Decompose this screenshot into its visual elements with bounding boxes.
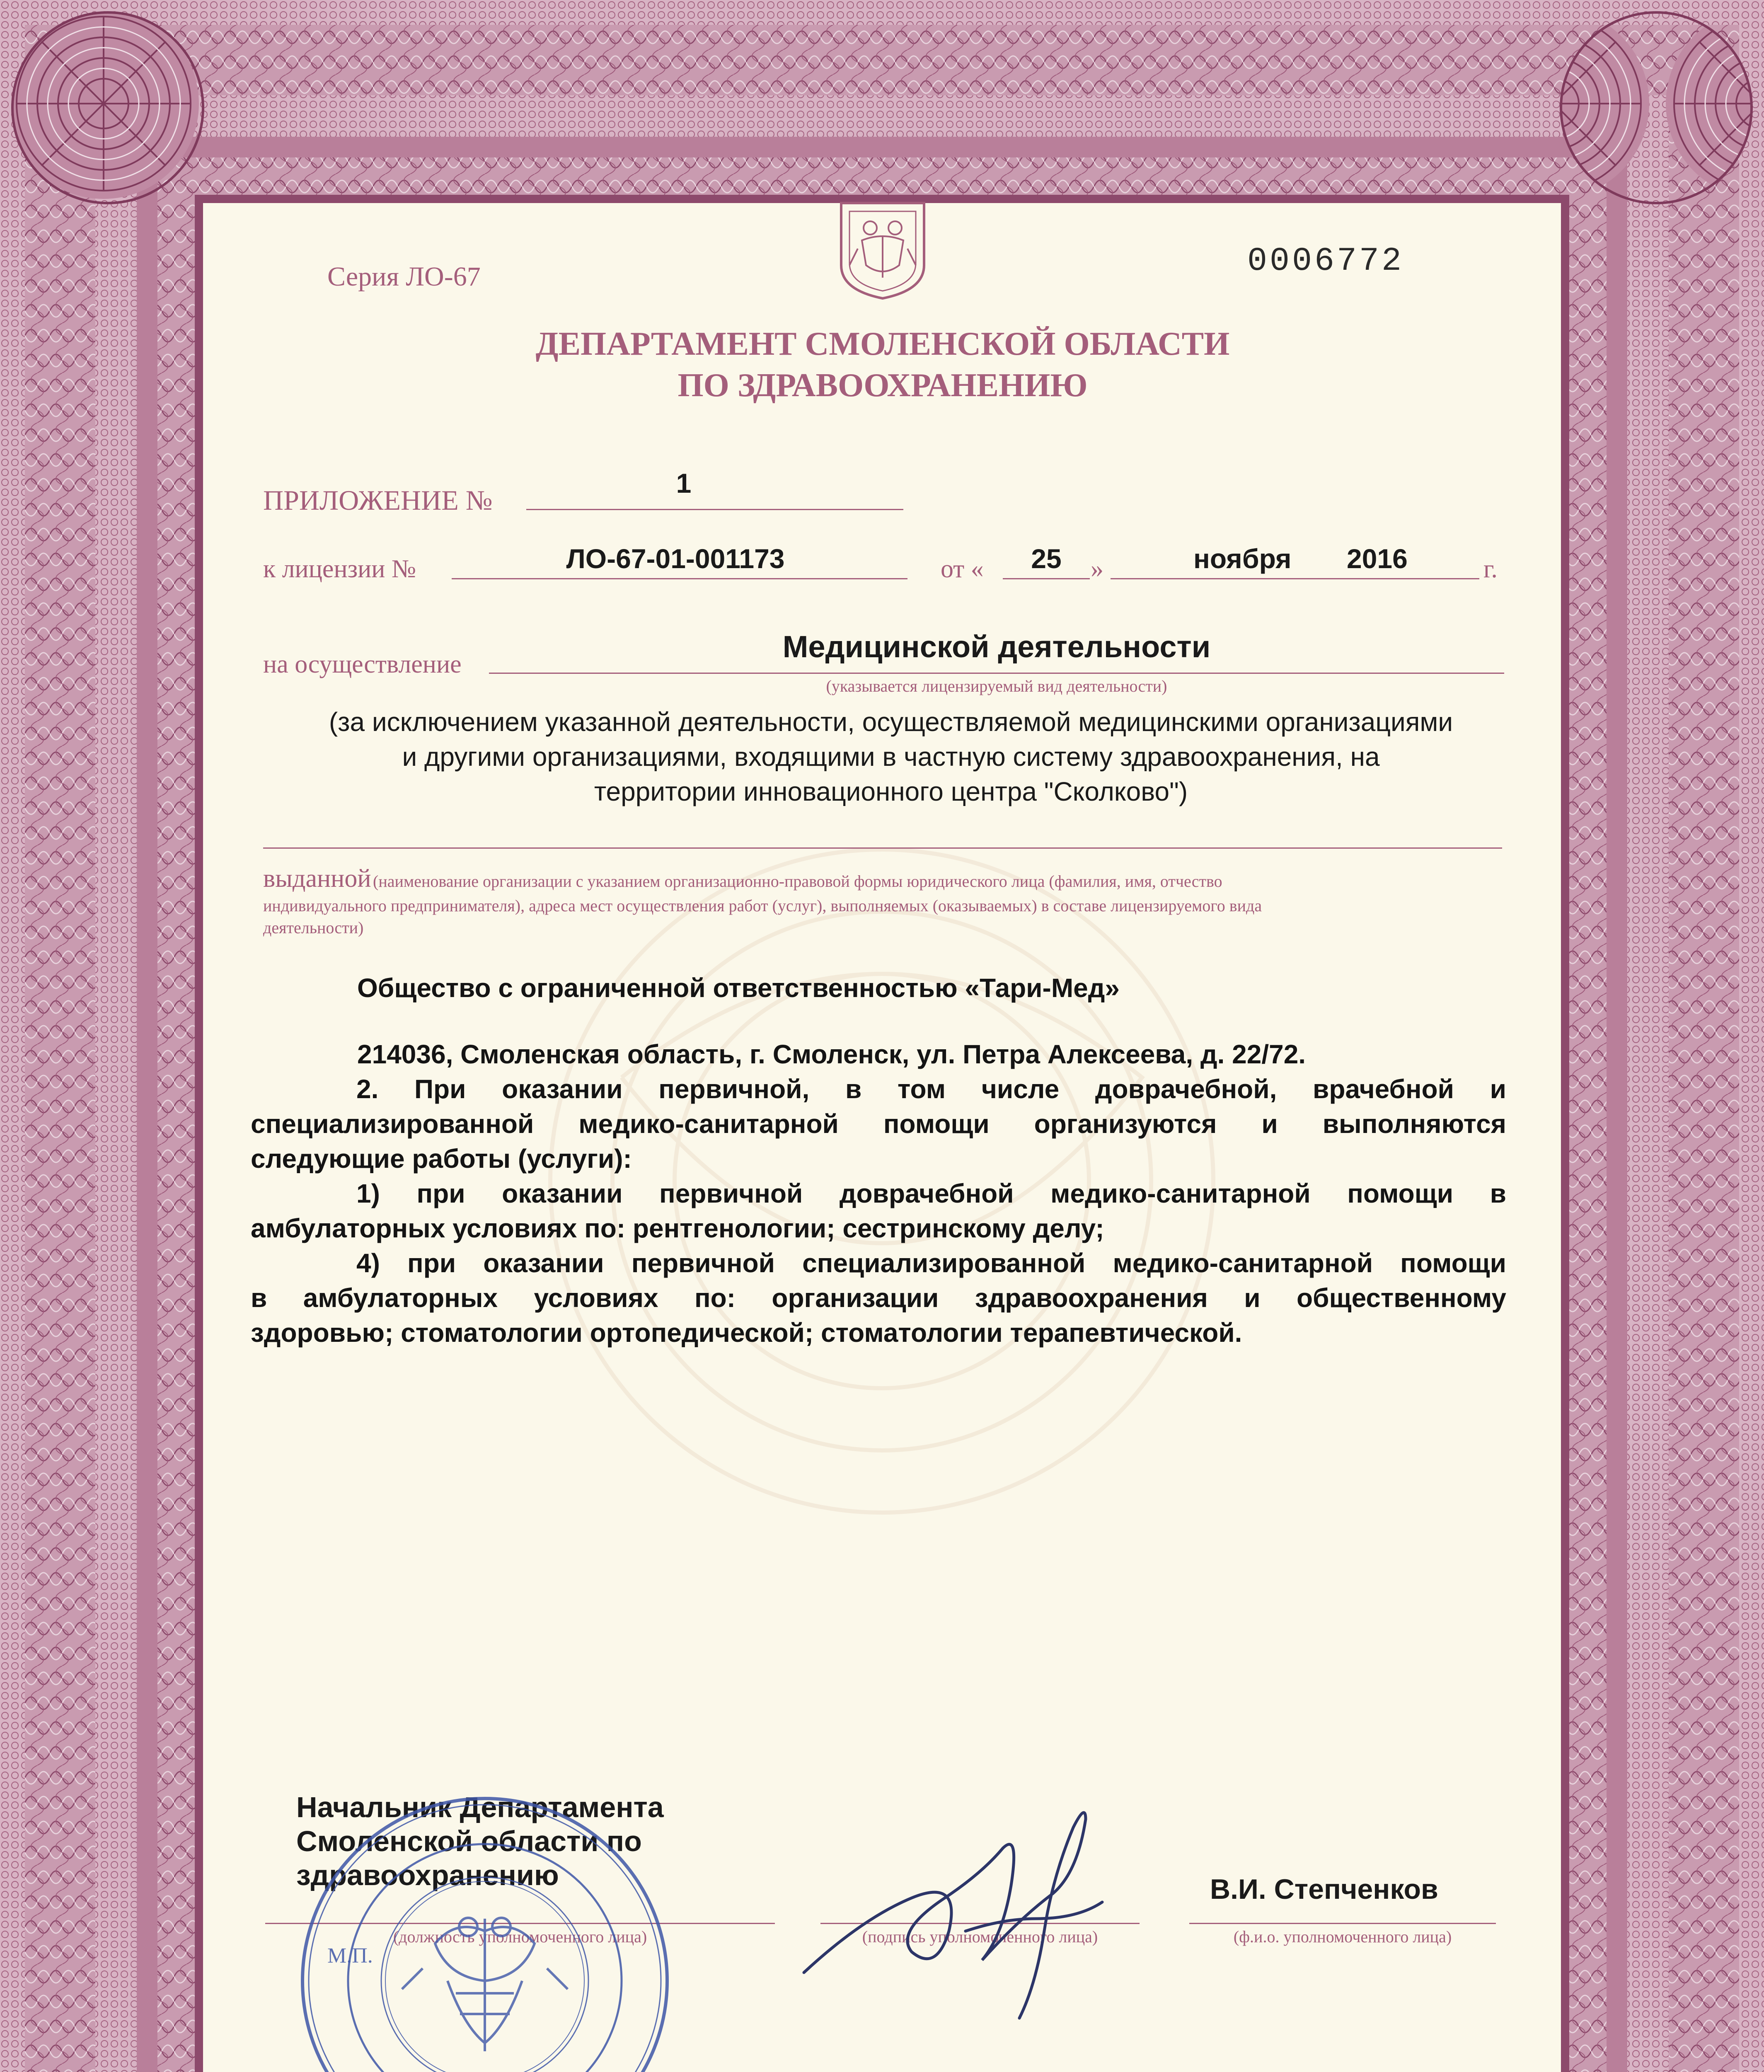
- signer-position-line-1: Начальник Департамента: [296, 1791, 664, 1823]
- issued-hint-line-2: индивидуального предпринимателя), адреса мест осуществления работ (услуг), выполняемых (оказываемых) в составе лицензируемого вида: [263, 896, 1262, 915]
- activity-exception: [249, 704, 1533, 809]
- activity-line: [489, 673, 1504, 674]
- license-label: к лицензии №: [263, 555, 416, 583]
- license-day: 25: [1031, 543, 1062, 574]
- seal-mp: М.П.: [327, 1944, 373, 1968]
- p4-line-2: в амбулаторных условиях по: организации здравоохранения и общественному: [251, 1283, 1506, 1313]
- official-seal: [298, 1794, 671, 2072]
- issued-label: выданной: [263, 864, 371, 893]
- license-year-suffix: г.: [1483, 555, 1498, 583]
- department-title: [456, 323, 1309, 406]
- activity-exception-line-3: территории инновационного центра "Сколково"): [594, 777, 1188, 806]
- license-from-label: от «: [941, 555, 984, 583]
- license-number-line: [452, 578, 907, 579]
- p2-line-3: следующие работы (услуги):: [251, 1144, 632, 1174]
- coat-of-arms-icon: [833, 195, 932, 303]
- p2-line-2: специализированной медико-санитарной помощи организуются и выполняются: [251, 1109, 1506, 1139]
- p4-line-1: 4) при оказании первичной специализированной медико-санитарной помощи: [356, 1248, 1506, 1278]
- signer-name: В.И. Степченков: [1210, 1874, 1438, 1905]
- p2-line-1: 2. При оказании первичной, в том числе доврачебной, врачебной и: [356, 1074, 1506, 1104]
- license-day-line: [1003, 578, 1090, 579]
- activity-exception-line-2: и другими организациями, входящими в частную систему здравоохранения, на: [402, 742, 1380, 772]
- appendix-number-line: [526, 509, 903, 510]
- license-month: ноября: [1193, 543, 1292, 574]
- position-hint: (должность уполномоченного лица): [393, 1927, 647, 1946]
- license-month-line: [1111, 578, 1479, 579]
- license-year: 2016: [1347, 543, 1408, 574]
- signature-hint: (подпись уполномоченного лица): [862, 1927, 1098, 1946]
- p4-line-3: здоровью; стоматологии ортопедической; стоматологии терапевтической.: [251, 1318, 1242, 1348]
- name-line: [1189, 1923, 1496, 1924]
- handwritten-signature: [787, 1794, 1202, 2026]
- p3-line-2: амбулаторных условиях по: рентгенологии; сестринскому делу;: [251, 1213, 1104, 1243]
- appendix-label: ПРИЛОЖЕНИЕ №: [263, 484, 493, 516]
- signer-position-line-3: здравоохранению: [296, 1859, 559, 1891]
- series-label: Серия ЛО-67: [327, 261, 481, 292]
- license-day-close: »: [1091, 555, 1103, 583]
- issued-line: [263, 847, 1502, 849]
- license-number: ЛО-67-01-001173: [566, 543, 785, 574]
- appendix-number: 1: [676, 468, 692, 499]
- issued-block: [263, 864, 1506, 937]
- department-line-1: ДЕПАРТАМЕНТ СМОЛЕНСКОЙ ОБЛАСТИ: [535, 326, 1230, 362]
- issued-hint-line-1: (наименование организации с указанием организационно-правовой формы юридического лица (фамилия, имя, отчество: [373, 872, 1222, 891]
- name-hint: (ф.и.о. уполномоченного лица): [1233, 1927, 1452, 1946]
- document-number: 0006772: [1247, 242, 1404, 280]
- department-line-2: ПО ЗДРАВООХРАНЕНИЮ: [678, 367, 1088, 404]
- activity-value: Медицинской деятельности: [782, 629, 1211, 664]
- activity-label: на осуществление: [263, 650, 462, 678]
- organization-name: Общество с ограниченной ответственностью «Тари-Мед»: [357, 973, 1120, 1003]
- p3-line-1: 1) при оказании первичной доврачебной медико-санитарной помощи в: [356, 1179, 1506, 1208]
- signer-position-line-2: Смоленской области по: [296, 1825, 642, 1857]
- issued-hint-line-3: деятельности): [263, 918, 364, 937]
- services-paragraph: [251, 1072, 1506, 1350]
- activity-exception-line-1: (за исключением указанной деятельности, осуществляемой медицинскими организациями: [329, 707, 1453, 737]
- activity-hint: (указывается лицензируемый вид деятельности): [826, 677, 1167, 695]
- organization-address: 214036, Смоленская область, г. Смоленск, ул. Петра Алексеева, д. 22/72.: [357, 1039, 1306, 1069]
